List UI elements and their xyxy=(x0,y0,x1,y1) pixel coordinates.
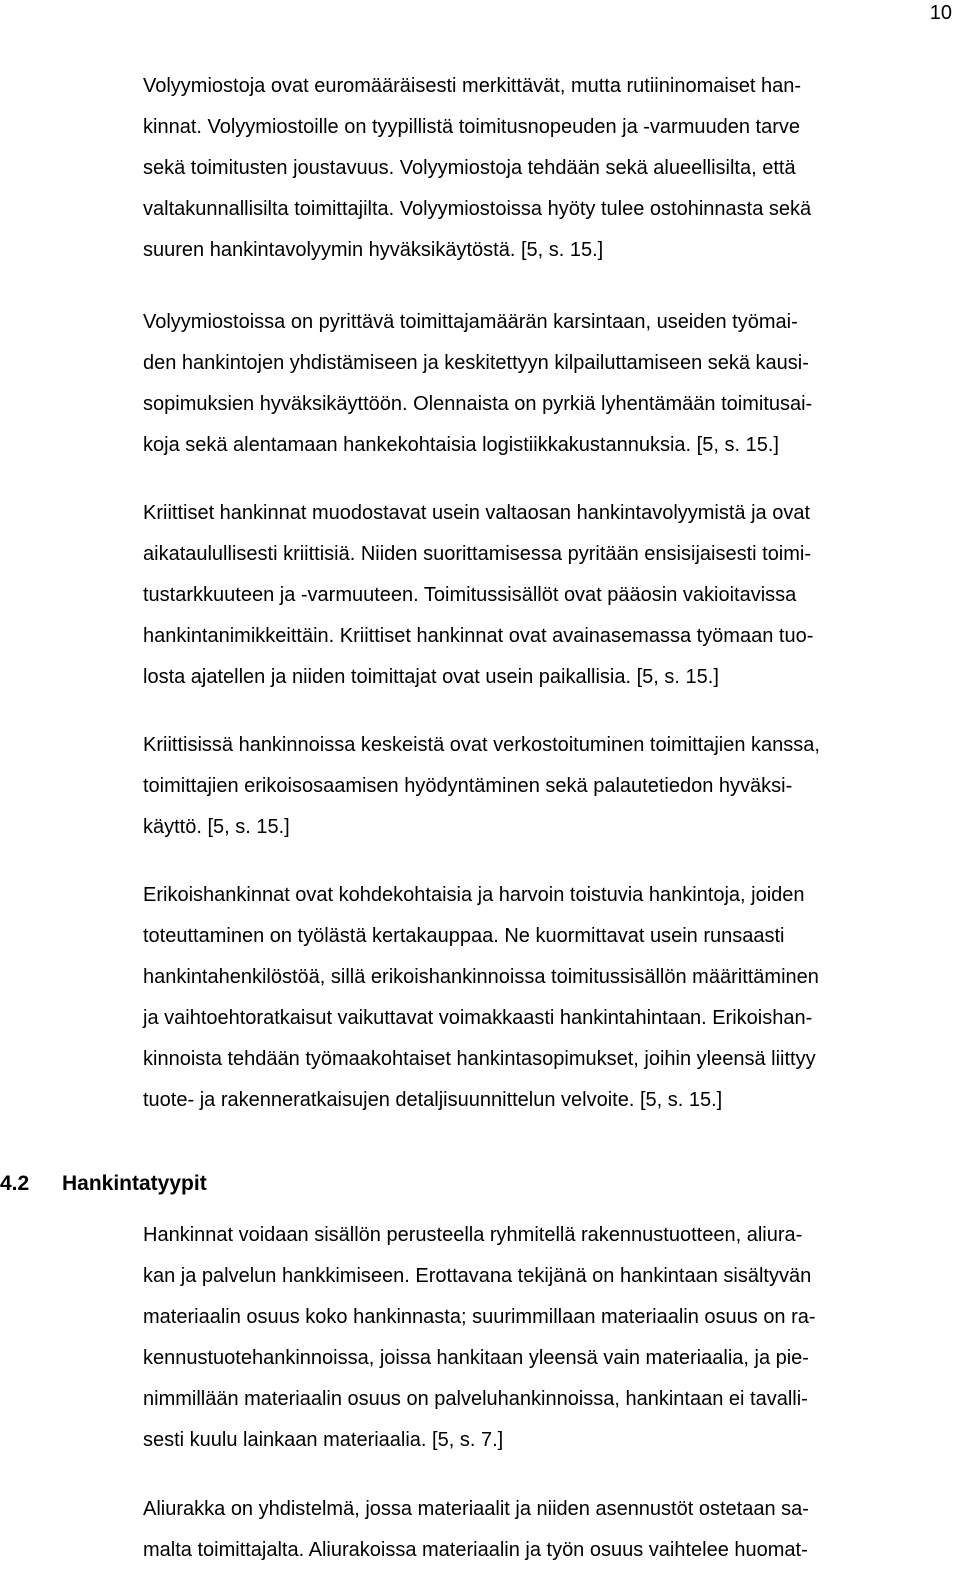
page-number: 10 xyxy=(929,2,952,24)
text-line: sekä toimitusten joustavuus. Volyymiostoja tehdään sekä alueellisilta, että xyxy=(143,157,796,179)
paragraph xyxy=(143,493,813,698)
text-line: malta toimittajalta. Aliurakoissa materiaalin ja työn osuus vaihtelee huomat- xyxy=(143,1539,808,1561)
text-line: kinnoista tehdään työmaakohtaiset hankintasopimukset, joihin yleensä liittyy xyxy=(143,1048,816,1070)
text-line: valtakunnallisilta toimittajilta. Volyymiostoissa hyöty tulee ostohinnasta sekä xyxy=(143,198,812,220)
paragraph xyxy=(143,1489,809,1571)
text-line: toimittajien erikoisosaamisen hyödyntäminen sekä palautetiedon hyväksi- xyxy=(143,775,793,797)
text-line: Kriittisissä hankinnoissa keskeistä ovat verkostoituminen toimittajien kanssa, xyxy=(143,734,820,756)
text-line: sesti kuulu lainkaan materiaalia. [5, s. 7.] xyxy=(143,1429,504,1451)
text-line: hankintanimikkeittäin. Kriittiset hankinnat ovat avainasemassa työmaan tuo- xyxy=(143,625,814,647)
text-line: nimmillään materiaalin osuus on palveluhankinnoissa, hankintaan ei tavalli- xyxy=(143,1388,808,1410)
paragraph xyxy=(143,66,811,271)
text-line: kan ja palvelun hankkimiseen. Erottavana tekijänä on hankintaan sisältyvän xyxy=(143,1265,812,1287)
section-number: 4.2 xyxy=(0,1172,30,1195)
text-line: Aliurakka on yhdistelmä, jossa materiaalit ja niiden asennustöt ostetaan sa- xyxy=(143,1498,809,1520)
text-line: kinnat. Volyymiostoille on tyypillistä toimitusnopeuden ja -varmuuden tarve xyxy=(143,116,801,138)
text-line: losta ajatellen ja niiden toimittajat ovat usein paikallisia. [5, s. 15.] xyxy=(143,666,719,688)
paragraph xyxy=(143,875,819,1121)
text-line: Hankinnat voidaan sisällön perusteella ryhmitellä rakennustuotteen, aliura- xyxy=(143,1224,803,1246)
text-line: sopimuksien hyväksikäyttöön. Olennaista on pyrkiä lyhentämään toimitusai- xyxy=(143,393,813,415)
text-line: Volyymiostoissa on pyrittävä toimittajamäärän karsintaan, useiden työmai- xyxy=(143,311,798,333)
text-line: kennustuotehankinnoissa, joissa hankitaan yleensä vain materiaalia, ja pie- xyxy=(143,1347,809,1369)
section-title: Hankintatyypit xyxy=(62,1172,207,1195)
text-line: suuren hankintavolyymin hyväksikäytöstä. [5, s. 15.] xyxy=(143,239,604,261)
text-line: koja sekä alentamaan hankekohtaisia logistiikkakustannuksia. [5, s. 15.] xyxy=(143,434,779,456)
text-line: tustarkkuuteen ja -varmuuteen. Toimitussisällöt ovat pääosin vakioitavissa xyxy=(143,584,797,606)
text-line: materiaalin osuus koko hankinnasta; suurimmillaan materiaalin osuus on ra- xyxy=(143,1306,816,1328)
text-line: tuote- ja rakenneratkaisujen detaljisuunnittelun velvoite. [5, s. 15.] xyxy=(143,1089,723,1111)
text-line: ja vaihtoehtoratkaisut vaikuttavat voimakkaasti hankintahintaan. Erikoishan- xyxy=(143,1007,813,1029)
text-line: aikataulullisesti kriittisiä. Niiden suorittamisessa pyritään ensisijaisesti toimi- xyxy=(143,543,812,565)
paragraph xyxy=(143,302,812,466)
text-line: Kriittiset hankinnat muodostavat usein valtaosan hankintavolyymistä ja ovat xyxy=(143,502,811,524)
text-line: den hankintojen yhdistämiseen ja keskitettyyn kilpailuttamiseen sekä kausi- xyxy=(143,352,809,374)
paragraph xyxy=(143,725,820,848)
text-line: käyttö. [5, s. 15.] xyxy=(143,816,290,838)
section-heading xyxy=(0,1163,207,1204)
text-line: hankintahenkilöstöä, sillä erikoishankinnoissa toimitussisällön määrittäminen xyxy=(143,966,819,988)
text-line: Erikoishankinnat ovat kohdekohtaisia ja harvoin toistuvia hankintoja, joiden xyxy=(143,884,805,906)
text-line: Volyymiostoja ovat euromääräisesti merkittävät, mutta rutiininomaiset han- xyxy=(143,75,802,97)
paragraph xyxy=(143,1215,816,1461)
text-line: toteuttaminen on työlästä kertakauppaa. Ne kuormittavat usein runsaasti xyxy=(143,925,785,947)
